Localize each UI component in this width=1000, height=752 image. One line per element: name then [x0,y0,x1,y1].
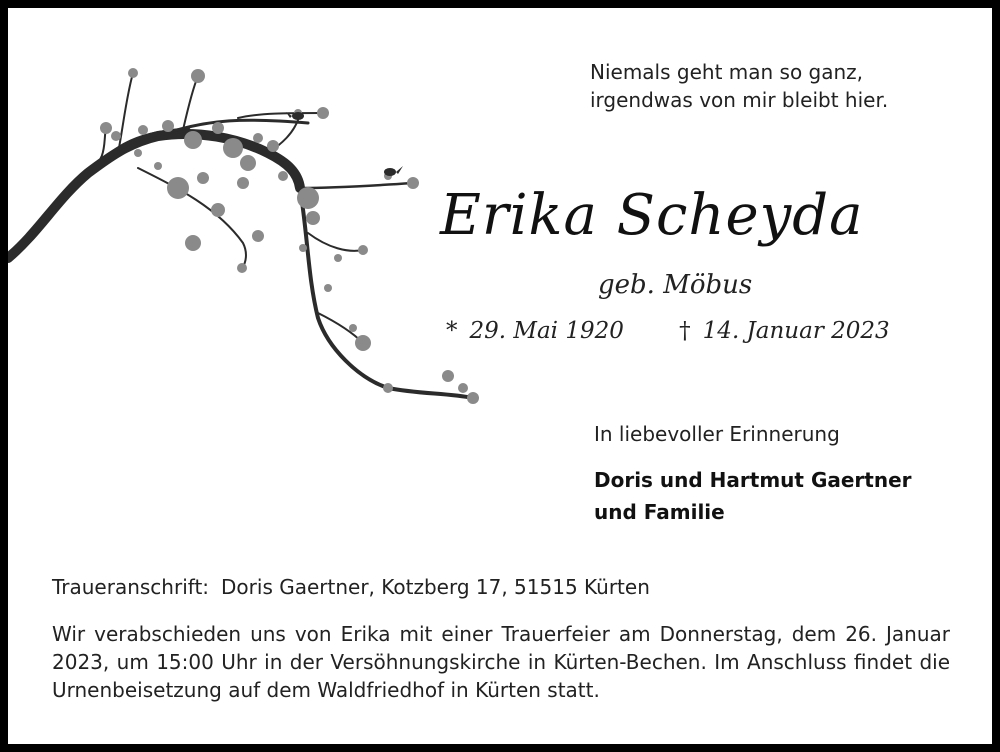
obituary-card [8,8,992,744]
blossom-branch-illustration [8,58,488,408]
verse-line-2: irgendwas von mir bleibt hier. [590,88,889,112]
deceased-name: Erika Scheyda [440,183,864,248]
life-dates [446,318,890,344]
memorial-verse [590,58,888,114]
service-announcement: Wir verabschieden uns von Erika mit einer Trauerfeier am Donnerstag, dem 26. Januar 2023, um 15:00 Uhr in der Versöhnungskirche in Kürten-Bechen. Im Anschluss findet die Urnenbeisetzung auf dem Waldfriedhof in Kürten statt. [52,622,950,702]
memorial-intro: In liebevoller Erinnerung [594,422,840,446]
mourners-line-1: Doris und Hartmut Gaertner [594,468,912,492]
mourners-names [594,464,912,528]
death-symbol: † [679,318,691,344]
birth-symbol: * [446,318,458,344]
verse-line-1: Niemals geht man so ganz, [590,60,864,84]
mourning-address [52,575,650,599]
mourners-line-2: und Familie [594,500,725,524]
address-value: Doris Gaertner, Kotzberg 17, 51515 Kürten [221,575,650,599]
birth-date: 29. Mai 1920 [469,318,624,344]
maiden-name: geb. Möbus [598,270,753,300]
address-label: Traueranschrift: [52,575,210,599]
death-date: 14. Januar 2023 [702,318,890,344]
